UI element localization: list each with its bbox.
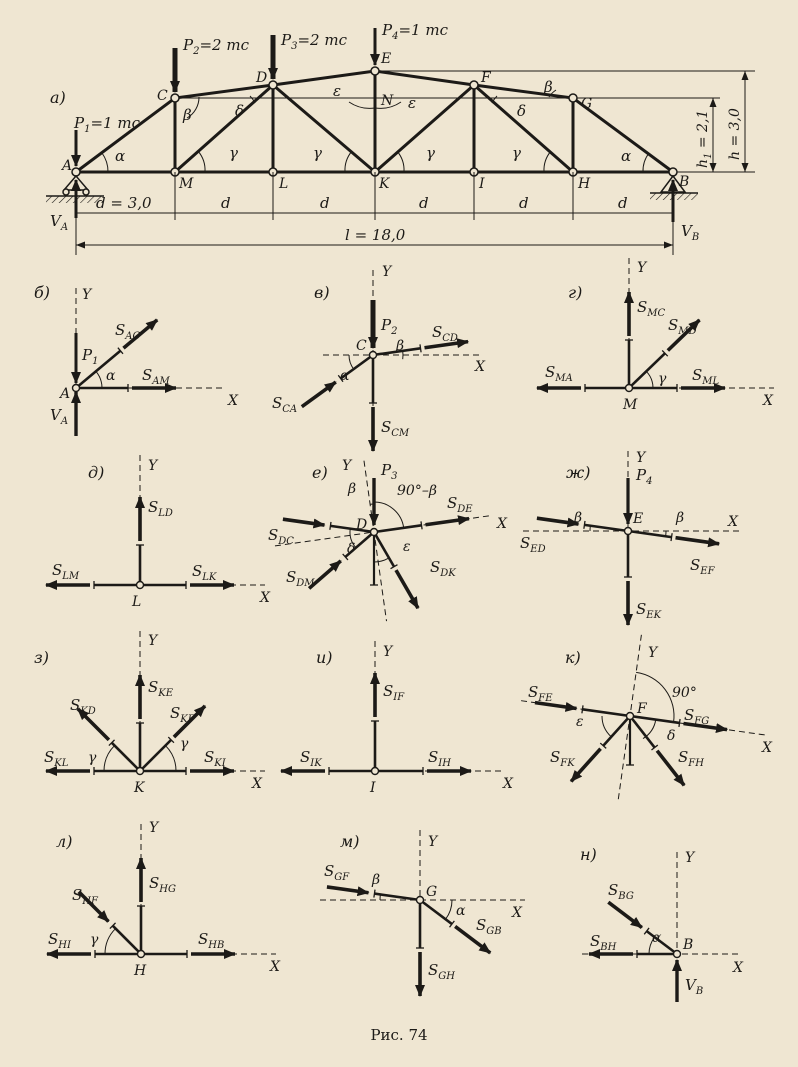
y-axis-label: Y [82,287,92,303]
load-P3: $P_3=2$ тс [281,31,347,52]
joint [73,385,80,392]
svg-text:L: L [279,176,289,192]
angle-label: β [348,481,357,497]
angle-arc [104,746,115,771]
force-label: $S_{KI}$ [204,748,226,769]
panel-label: в) [314,283,330,302]
y-axis-label: Y [342,458,352,474]
x-axis-label: X [512,905,522,921]
force-label: $S_{DE}$ [447,494,473,515]
x-axis-label: X [252,776,262,792]
node-label: M [623,397,638,413]
panel-label: л) [56,832,73,851]
force-label: $S_{EF}$ [690,556,715,577]
node-label: B [683,937,694,953]
angle-arc [374,502,404,528]
force-label: $P_4$ [636,466,653,487]
angle-label: γ [658,371,667,387]
svg-text:G: G [581,96,593,112]
member-stub [374,894,420,900]
node-label: F [637,701,647,717]
member-stub [374,525,422,532]
force-SEF-arrow [676,538,720,544]
panel-label-a: а) [50,88,66,107]
y-axis-label: Y [148,633,158,649]
force-SDK-arrow [396,570,418,608]
angle-arc [165,746,176,771]
force-label: $S_{CA}$ [272,394,298,415]
force-label: $S_{AC}$ [115,321,141,342]
force-SFK-arrow [571,749,600,782]
angle-arc [349,355,354,369]
force-label: $S_{KF}$ [170,704,195,725]
member-stub [112,743,140,771]
svg-text:C: C [157,88,168,104]
force-SED-arrow [537,518,579,524]
joint [370,352,377,359]
panel-e-node-D [268,458,508,621]
node-label: L [132,594,142,610]
panel-n-node-B [580,845,744,1002]
y-axis-label: Y [428,834,438,850]
svg-text:N: N [381,93,394,109]
joint [372,768,379,775]
svg-text:α: α [621,147,632,165]
force-label: $S_{GF}$ [324,862,350,883]
panel-d-node-L [46,455,271,610]
svg-text:D: D [256,70,268,86]
panel-zh-node-E [520,450,743,625]
force-label: $S_{ML}$ [692,366,720,387]
angle-label: β [396,338,405,354]
x-axis-label: X [270,959,280,975]
force-label: $S_{HF}$ [72,886,98,907]
joint [674,951,681,958]
member-stub [330,526,374,532]
angle-label: α [456,903,466,919]
svg-text:h1 = 2,1: $h_1 = 2,1$ [695,109,714,168]
panel-z-node-K [34,631,265,796]
svg-text:δ: δ [517,102,527,120]
angle-label: β [574,510,583,526]
force-label: $P_1$ [82,346,99,367]
force-label: $S_{FK}$ [550,748,575,769]
panel-label: и) [316,648,333,667]
panel-label: н) [580,845,597,864]
angle-label: 90° [672,685,697,701]
angle-label: 90°–β [397,483,437,499]
member-stub [420,900,452,924]
joint [138,951,145,958]
x-axis-label: X [497,516,507,532]
y-axis-label: Y [637,260,647,276]
force-label: $S_{IK}$ [300,748,322,769]
svg-text:B: B [679,174,690,190]
x-axis-label: X [728,514,738,530]
section-tick [421,521,422,529]
panel-b-node-A [34,283,239,436]
angle-arc [374,558,389,562]
panel-v-node-C [272,264,486,451]
y-axis-label: Y [383,644,393,660]
node-label: K [134,780,145,796]
angle-label: δ [667,728,676,744]
reaction-VB: $V_B$ [681,222,700,243]
member-stub [584,525,628,531]
panel-label: ж) [566,463,591,482]
node-label: E [633,511,644,527]
joint [626,385,633,392]
svg-text:α: α [115,147,126,165]
svg-text:ε: ε [408,94,417,112]
svg-text:d = 3,0: d = 3,0 [96,194,152,212]
x-axis-label: X [228,393,238,409]
angle-arc [602,716,611,737]
svg-text:h = 3,0: h = 3,0 [727,108,743,160]
node-label: I [370,780,376,796]
panel-label: з) [34,648,49,667]
section-tick [671,533,672,541]
node-label: C [356,338,367,354]
force-label: $S_{EK}$ [636,600,662,621]
svg-text:ε: ε [333,82,342,100]
svg-text:l = 18,0: l = 18,0 [345,226,406,244]
y-axis-label: Y [149,820,159,836]
panel-label: е) [312,463,328,482]
force-label: $S_{HG}$ [149,874,176,895]
section-tick [584,521,585,529]
joint [627,713,634,720]
force-label: $S_{IH}$ [428,748,451,769]
member-stub [113,926,141,954]
member-stub [140,740,171,771]
force-label: $S_{FH}$ [678,748,704,769]
force-label: $V_B$ [685,976,704,997]
member-stub [630,716,680,723]
angle-label: δ [347,541,356,557]
force-label: $S_{FE}$ [528,683,553,704]
force-label: $S_{DC}$ [268,526,294,547]
node-label: A [60,386,71,402]
force-label: $S_{KD}$ [70,696,96,717]
force-label: $S_{CM}$ [381,418,410,439]
x-axis-label: X [762,740,772,756]
svg-text:A: A [62,158,73,174]
svg-text:H: H [578,176,591,192]
node-label: G [426,884,438,900]
node-label: H [134,963,147,979]
panel-i-node-I [281,641,514,796]
angle-label: α [652,930,662,946]
force-SGF-arrow [327,887,369,893]
x-axis-label: X [475,359,485,375]
x-axis-label: X [260,590,270,606]
angle-arc [96,371,102,388]
joint [137,768,144,775]
x-axis-label: X [763,393,773,409]
force-label: $S_{BG}$ [608,881,634,902]
force-SDE-arrow [425,519,469,525]
angle-arc [446,900,452,919]
force-label: $S_{MD}$ [668,316,697,337]
figure-caption: Рис. 74 [370,1026,428,1044]
section-tick [582,705,583,713]
force-label: $S_{GH}$ [428,961,455,982]
svg-text:γ: γ [426,144,435,162]
svg-text:γ: γ [229,144,238,162]
panel-label: м) [340,832,360,851]
svg-text:M: M [179,176,194,192]
force-label: $S_{MA}$ [545,363,573,384]
force-label: $S_{HI}$ [48,930,71,951]
y-axis-label: Y [382,264,392,280]
x-axis-label: X [503,776,513,792]
load-P1: $P_1=1$ тс [74,114,140,135]
force-label: $S_{CD}$ [432,323,458,344]
load-P4: $P_4=1$ тс [382,21,448,42]
force-label: $S_{BH}$ [590,932,617,953]
joint [371,529,378,536]
svg-text:d: d [221,194,231,212]
force-label: $S_{KL}$ [44,748,69,769]
joint [625,528,632,535]
panel-m-node-G [320,830,525,996]
svg-text:d: d [419,194,429,212]
force-label: $P_2$ [381,316,398,337]
y-axis-label: Y [148,458,158,474]
svg-text:I: I [479,176,485,192]
angle-label: β [676,510,685,526]
section-tick [679,719,680,727]
force-label: $S_{HB}$ [198,930,225,951]
force-label: $V_A$ [50,406,69,427]
panel-label: к) [565,648,581,667]
angle-label: β [372,872,381,888]
panel-label: д) [88,463,105,482]
angle-label: γ [88,750,97,766]
svg-text:d: d [618,194,628,212]
force-label: $S_{DM}$ [286,568,315,589]
svg-text:β: β [183,106,192,124]
y-axis-label: Y [648,645,658,661]
section-tick [374,890,375,898]
svg-text:γ: γ [313,144,322,162]
force-label: $S_{AM}$ [142,366,170,387]
panel-label: г) [568,283,583,302]
svg-text:d: d [519,194,529,212]
truss-diagram [46,21,755,255]
panel-g-node-M [537,258,774,413]
joint [137,582,144,589]
section-tick [420,344,421,352]
panel-label: б) [34,283,51,302]
y-axis-label: Y [636,450,646,466]
angle-label: γ [180,736,189,752]
force-label: $S_{LM}$ [52,561,80,582]
force-SBG-arrow [608,902,642,927]
svg-text:γ: γ [512,144,521,162]
svg-text:E: E [381,51,392,67]
svg-text:β: β [544,78,553,96]
force-label: $S_{GB}$ [476,916,502,937]
angle-label: α [106,368,116,384]
force-SCA-arrow [302,382,336,407]
panel-l-node-H [47,820,281,979]
force-label: $S_{MC}$ [637,298,666,319]
force-label: $S_{ED}$ [520,534,546,555]
joint [417,897,424,904]
force-label: $S_{FG}$ [684,706,710,727]
reaction-VA: $V_A$ [50,212,69,233]
force-label: $P_3$ [381,461,398,482]
force-label: $S_{KE}$ [148,678,174,699]
load-P2: $P_2=2$ тс [183,36,249,57]
svg-text:K: K [379,176,390,192]
section-tick [330,522,331,530]
angle-label: ε [403,539,411,555]
truss-members [76,71,673,172]
angle-label: γ [90,932,99,948]
member-stub [582,709,630,716]
svg-text:d: d [320,194,330,212]
svg-text:F: F [481,70,491,86]
angle-arc [646,371,653,388]
member-stub [603,716,630,746]
svg-text:δ: δ [235,102,245,120]
force-label: $S_{DK}$ [430,558,456,579]
force-label: $S_{LD}$ [148,498,173,519]
node-label: D [356,517,368,533]
angle-label: ε [576,714,584,730]
force-SDC-arrow [283,519,325,525]
panel-k-node-F [521,635,773,800]
x-axis-label: X [733,960,743,976]
angle-arc [105,929,116,954]
angle-label: α [340,368,350,384]
force-label: $S_{LK}$ [192,562,217,583]
force-label: $S_{IF}$ [383,682,405,703]
member-stub [628,531,672,537]
y-axis-label: Y [685,850,695,866]
